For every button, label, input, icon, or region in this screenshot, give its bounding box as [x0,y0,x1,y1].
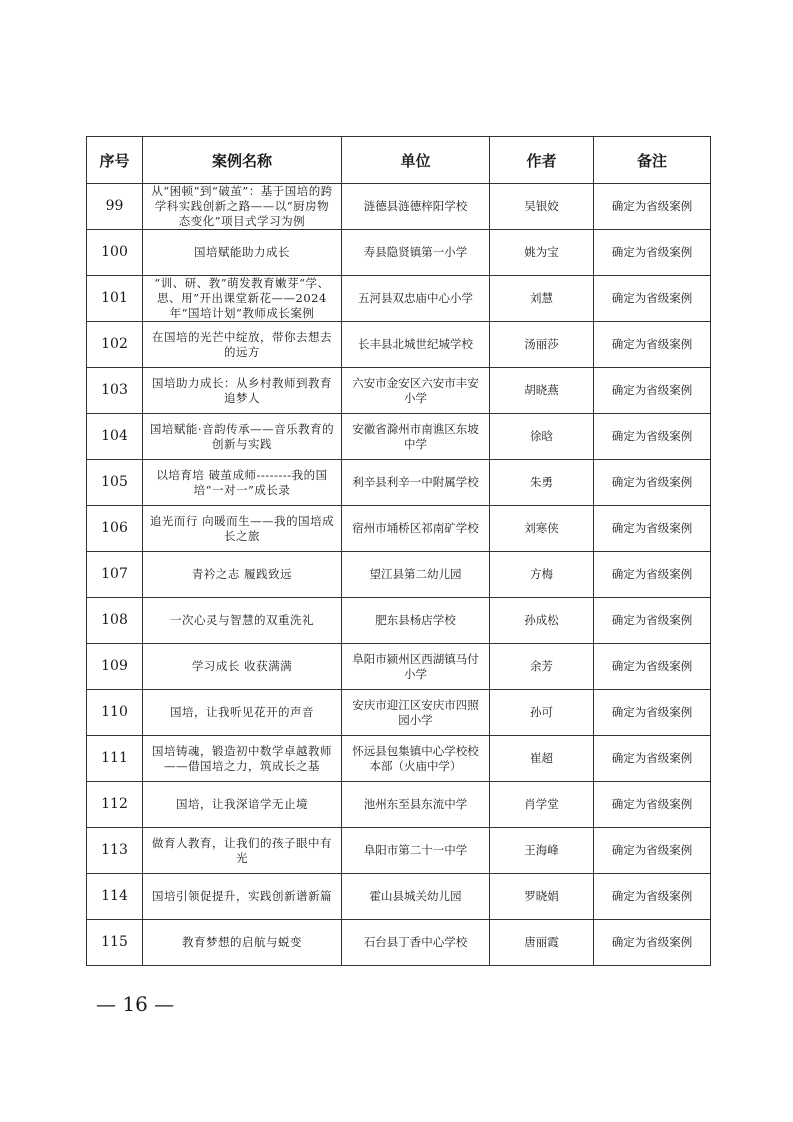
cell-unit: 五河县双忠庙中心小学 [342,276,490,322]
cell-remark: 确定为省级案例 [594,368,711,414]
table-row [87,598,711,644]
cell-case-title: 以培育培 破茧成师--------我的国培“一对一”成长录 [143,460,342,506]
table-row [87,828,711,874]
cell-remark: 确定为省级案例 [594,874,711,920]
cell-serial-number: 102 [87,322,143,368]
cell-remark: 确定为省级案例 [594,690,711,736]
cell-unit: 阜阳市第二十一中学 [342,828,490,874]
cell-unit: 肥东县杨店学校 [342,598,490,644]
cell-serial-number: 108 [87,598,143,644]
cell-author: 汤丽莎 [490,322,594,368]
table-row [87,322,711,368]
cell-unit: 霍山县城关幼儿园 [342,874,490,920]
cell-unit: 宿州市埇桥区祁南矿学校 [342,506,490,552]
cell-case-title: 国培铸魂，锻造初中数学卓越教师——借国培之力，筑成长之基 [143,736,342,782]
cell-author: 徐晗 [490,414,594,460]
cell-unit: 阜阳市颍州区西湖镇马付小学 [342,644,490,690]
cell-author: 姚为宝 [490,230,594,276]
cell-case-title: 一次心灵与智慧的双重洗礼 [143,598,342,644]
cell-author: 吴银姣 [490,184,594,230]
cell-unit: 石台县丁香中心学校 [342,920,490,966]
cell-remark: 确定为省级案例 [594,920,711,966]
table-row [87,460,711,506]
cell-case-title: 做育人教育，让我们的孩子眼中有光 [143,828,342,874]
header-remark: 备注 [594,137,711,184]
table-row [87,506,711,552]
table-row [87,690,711,736]
cell-case-title: “训、研、教”萌发教育嫩芽“学、思、用”开出课堂新花——2024年“国培计划”教师成长案例 [143,276,342,322]
cell-serial-number: 112 [87,782,143,828]
cell-serial-number: 107 [87,552,143,598]
cell-author: 唐丽霞 [490,920,594,966]
cell-author: 朱勇 [490,460,594,506]
cell-unit: 长丰县北城世纪城学校 [342,322,490,368]
cell-author: 孙成松 [490,598,594,644]
table-row [87,736,711,782]
cell-serial-number: 103 [87,368,143,414]
cell-unit: 安庆市迎江区安庆市四照园小学 [342,690,490,736]
cell-case-title: 国培赋能助力成长 [143,230,342,276]
cell-serial-number: 114 [87,874,143,920]
cell-case-title: 国培引领促提升，实践创新谱新篇 [143,874,342,920]
cell-serial-number: 109 [87,644,143,690]
cell-unit: 池州东至县东流中学 [342,782,490,828]
cell-serial-number: 104 [87,414,143,460]
cell-remark: 确定为省级案例 [594,276,711,322]
table-header-row [87,137,711,184]
cell-author: 崔超 [490,736,594,782]
cell-case-title: 青衿之志 履践致远 [143,552,342,598]
cell-author: 肖学堂 [490,782,594,828]
cell-unit: 寿县隐贤镇第一小学 [342,230,490,276]
table-row [87,414,711,460]
cell-serial-number: 101 [87,276,143,322]
cell-remark: 确定为省级案例 [594,230,711,276]
cell-case-title: 教育梦想的启航与蜕变 [143,920,342,966]
cell-author: 孙可 [490,690,594,736]
header-serial-number: 序号 [87,137,143,184]
cell-remark: 确定为省级案例 [594,506,711,552]
table-row [87,552,711,598]
cell-author: 刘慧 [490,276,594,322]
cell-unit: 望江县第二幼儿园 [342,552,490,598]
table-row [87,874,711,920]
cell-unit: 利辛县利辛一中附属学校 [342,460,490,506]
cell-case-title: 国培助力成长：从乡村教师到教育追梦人 [143,368,342,414]
cell-remark: 确定为省级案例 [594,322,711,368]
header-case-title: 案例名称 [143,137,342,184]
cell-case-title: 学习成长 收获满满 [143,644,342,690]
cell-author: 方梅 [490,552,594,598]
cell-author: 余芳 [490,644,594,690]
cell-remark: 确定为省级案例 [594,552,711,598]
cell-remark: 确定为省级案例 [594,598,711,644]
table-row [87,276,711,322]
page-number: — 16 — [96,992,175,1016]
table-row [87,230,711,276]
cell-author: 刘寒侠 [490,506,594,552]
table-row [87,368,711,414]
cell-case-title: 国培赋能·音韵传承——音乐教育的创新与实践 [143,414,342,460]
cell-serial-number: 99 [87,184,143,230]
cell-case-title: 国培，让我听见花开的声音 [143,690,342,736]
cell-case-title: 从“困顿”到“破茧”：基于国培的跨学科实践创新之路——以“厨房物态变化”项目式学习为例 [143,184,342,230]
cell-serial-number: 110 [87,690,143,736]
case-list-table [86,136,711,966]
cell-author: 罗晓娟 [490,874,594,920]
cell-serial-number: 113 [87,828,143,874]
cell-serial-number: 106 [87,506,143,552]
cell-unit: 涟德县涟德梓阳学校 [342,184,490,230]
table-row [87,782,711,828]
cell-serial-number: 105 [87,460,143,506]
cell-remark: 确定为省级案例 [594,644,711,690]
cell-serial-number: 111 [87,736,143,782]
cell-unit: 六安市金安区六安市丰安小学 [342,368,490,414]
cell-unit: 安徽省滁州市南谯区东坡中学 [342,414,490,460]
cell-remark: 确定为省级案例 [594,828,711,874]
header-unit: 单位 [342,137,490,184]
table-body [87,184,711,966]
cell-remark: 确定为省级案例 [594,414,711,460]
cell-remark: 确定为省级案例 [594,782,711,828]
table-row [87,920,711,966]
cell-remark: 确定为省级案例 [594,460,711,506]
table-row [87,184,711,230]
cell-serial-number: 115 [87,920,143,966]
cell-case-title: 追光而行 向暖而生——我的国培成长之旅 [143,506,342,552]
header-author: 作者 [490,137,594,184]
cell-case-title: 国培，让我深谙学无止境 [143,782,342,828]
cell-serial-number: 100 [87,230,143,276]
table-row [87,644,711,690]
cell-remark: 确定为省级案例 [594,184,711,230]
cell-author: 胡晓燕 [490,368,594,414]
cell-remark: 确定为省级案例 [594,736,711,782]
cell-author: 王海峰 [490,828,594,874]
cell-case-title: 在国培的光芒中绽放，带你去想去的远方 [143,322,342,368]
cell-unit: 怀远县包集镇中心学校校本部（火庙中学） [342,736,490,782]
